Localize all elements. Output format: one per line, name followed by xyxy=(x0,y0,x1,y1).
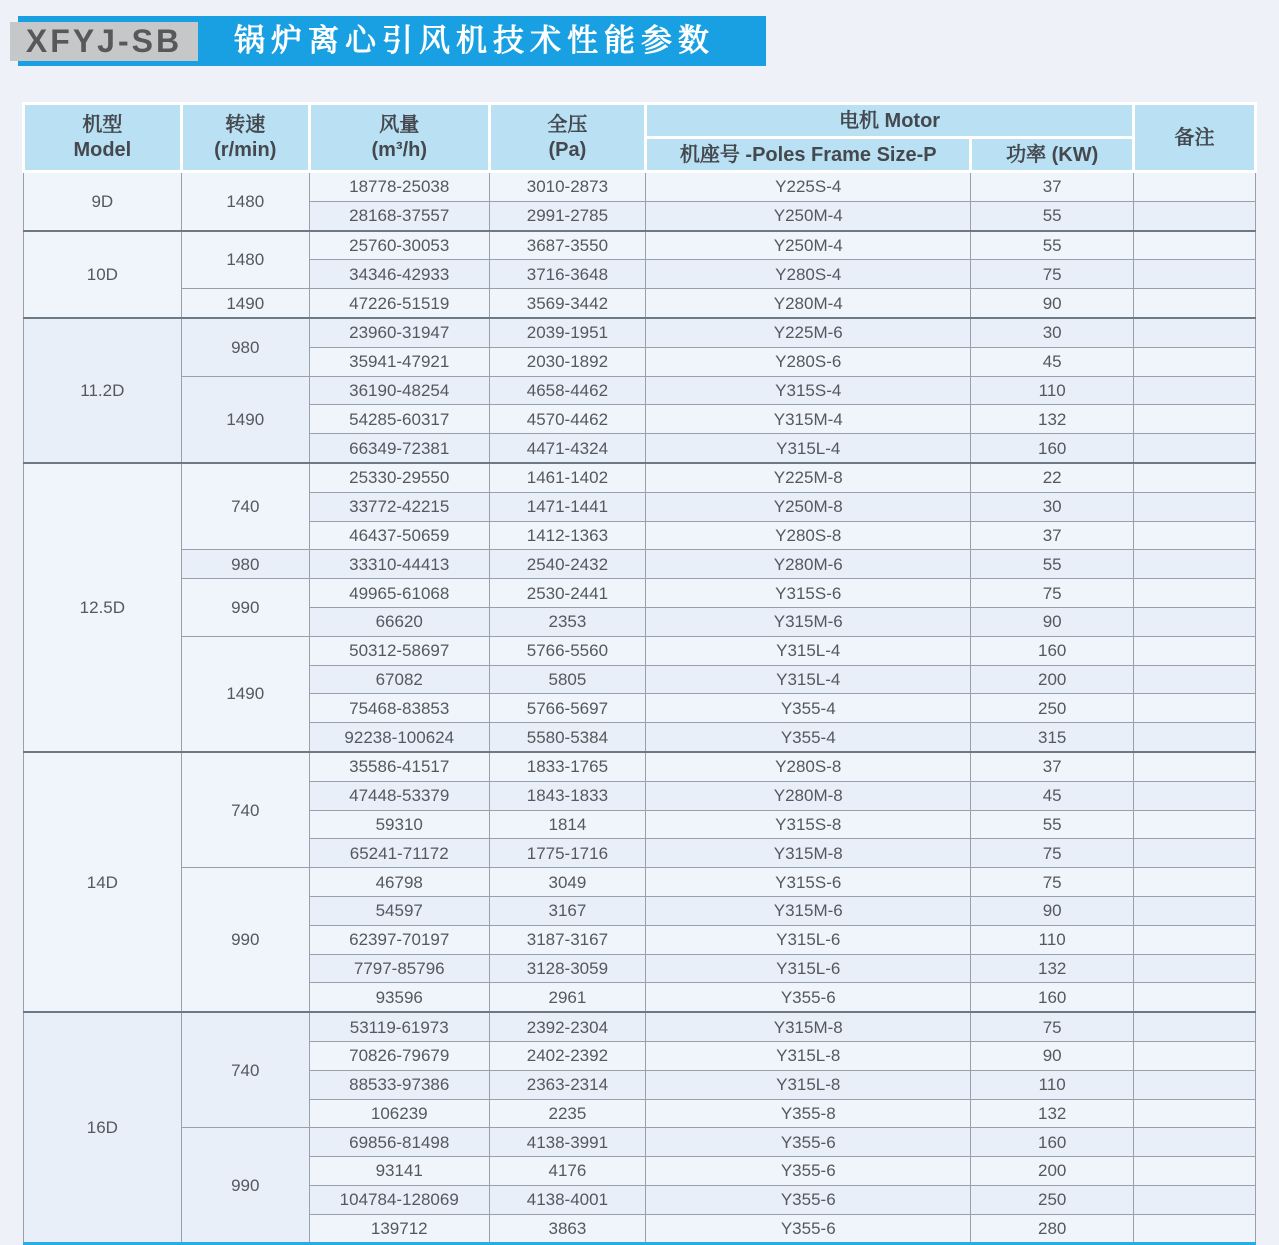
cell-airflow: 65241-71172 xyxy=(309,839,489,868)
cell-remark xyxy=(1133,839,1255,868)
cell-frame-size: Y280M-6 xyxy=(646,550,971,579)
cell-frame-size: Y250M-4 xyxy=(646,201,971,230)
spec-table-header xyxy=(24,104,1256,172)
cell-pressure: 3187-3167 xyxy=(489,925,645,954)
cell-speed: 740 xyxy=(181,463,309,550)
cell-airflow: 47226-51519 xyxy=(309,289,489,318)
cell-power: 55 xyxy=(971,810,1134,839)
table-row xyxy=(24,636,1256,665)
cell-frame-size: Y355-4 xyxy=(646,694,971,723)
cell-pressure: 1843-1833 xyxy=(489,781,645,810)
cell-remark xyxy=(1133,1099,1255,1128)
cell-remark xyxy=(1133,1041,1255,1070)
cell-airflow: 54597 xyxy=(309,896,489,925)
cell-pressure: 4570-4462 xyxy=(489,405,645,434)
cell-pressure: 2235 xyxy=(489,1099,645,1128)
cell-remark xyxy=(1133,1012,1255,1041)
spec-table xyxy=(22,102,1257,1245)
cell-power: 90 xyxy=(971,896,1134,925)
cell-pressure: 2530-2441 xyxy=(489,579,645,608)
cell-model: 9D xyxy=(24,172,182,231)
cell-power: 75 xyxy=(971,839,1134,868)
cell-power: 160 xyxy=(971,434,1134,463)
cell-frame-size: Y315L-4 xyxy=(646,434,971,463)
cell-airflow: 69856-81498 xyxy=(309,1128,489,1157)
cell-airflow: 33772-42215 xyxy=(309,492,489,521)
cell-airflow: 92238-100624 xyxy=(309,723,489,752)
cell-airflow: 106239 xyxy=(309,1099,489,1128)
cell-remark xyxy=(1133,607,1255,636)
cell-airflow: 34346-42933 xyxy=(309,260,489,289)
cell-remark xyxy=(1133,983,1255,1012)
header-motor: 电机 Motor xyxy=(646,104,1134,138)
cell-pressure: 1461-1402 xyxy=(489,463,645,492)
cell-power: 280 xyxy=(971,1214,1134,1244)
cell-frame-size: Y355-6 xyxy=(646,983,971,1012)
cell-remark xyxy=(1133,723,1255,752)
cell-pressure: 4176 xyxy=(489,1157,645,1186)
cell-pressure: 1471-1441 xyxy=(489,492,645,521)
cell-airflow: 59310 xyxy=(309,810,489,839)
cell-remark xyxy=(1133,925,1255,954)
cell-power: 75 xyxy=(971,260,1134,289)
cell-airflow: 53119-61973 xyxy=(309,1012,489,1041)
cell-airflow: 35941-47921 xyxy=(309,347,489,376)
cell-remark xyxy=(1133,868,1255,897)
cell-frame-size: Y315L-6 xyxy=(646,954,971,983)
cell-remark xyxy=(1133,434,1255,463)
cell-speed: 990 xyxy=(181,868,309,1012)
cell-frame-size: Y225M-8 xyxy=(646,463,971,492)
cell-airflow: 62397-70197 xyxy=(309,925,489,954)
cell-airflow: 28168-37557 xyxy=(309,201,489,230)
cell-remark xyxy=(1133,1214,1255,1244)
spec-table-body xyxy=(24,172,1256,1244)
header-airflow-unit: (m³/h) xyxy=(371,138,428,161)
cell-power: 90 xyxy=(971,289,1134,318)
cell-frame-size: Y315L-4 xyxy=(646,636,971,665)
cell-power: 55 xyxy=(971,201,1134,230)
cell-frame-size: Y280M-4 xyxy=(646,289,971,318)
cell-remark xyxy=(1133,810,1255,839)
header-model xyxy=(24,104,182,172)
header-model-en: Model xyxy=(73,138,132,161)
cell-frame-size: Y355-6 xyxy=(646,1185,971,1214)
page-title-bar xyxy=(0,16,1279,66)
cell-frame-size: Y250M-8 xyxy=(646,492,971,521)
cell-pressure: 4658-4462 xyxy=(489,376,645,405)
cell-pressure: 3167 xyxy=(489,896,645,925)
header-speed-zh: 转速 xyxy=(225,113,266,136)
cell-remark xyxy=(1133,1157,1255,1186)
cell-model: 10D xyxy=(24,231,182,318)
table-row xyxy=(24,1128,1256,1157)
header-model-zh: 机型 xyxy=(82,113,123,136)
cell-power: 110 xyxy=(971,925,1134,954)
table-row xyxy=(24,318,1256,347)
cell-power: 55 xyxy=(971,550,1134,579)
cell-remark xyxy=(1133,1128,1255,1157)
model-series-badge: XFYJ-SB xyxy=(10,22,198,61)
cell-frame-size: Y280M-8 xyxy=(646,781,971,810)
cell-pressure: 2030-1892 xyxy=(489,347,645,376)
page-title: 锅炉离心引风机技术性能参数 xyxy=(234,23,715,58)
cell-airflow: 139712 xyxy=(309,1214,489,1244)
cell-remark xyxy=(1133,463,1255,492)
cell-pressure: 3128-3059 xyxy=(489,954,645,983)
cell-frame-size: Y250M-4 xyxy=(646,231,971,260)
cell-speed: 1490 xyxy=(181,289,309,318)
cell-frame-size: Y315L-8 xyxy=(646,1041,971,1070)
header-pressure xyxy=(489,104,645,172)
table-row xyxy=(24,550,1256,579)
cell-frame-size: Y315M-6 xyxy=(646,896,971,925)
cell-airflow: 35586-41517 xyxy=(309,752,489,781)
cell-power: 45 xyxy=(971,781,1134,810)
cell-remark xyxy=(1133,896,1255,925)
cell-frame-size: Y355-8 xyxy=(646,1099,971,1128)
cell-pressure: 3010-2873 xyxy=(489,172,645,202)
header-airflow xyxy=(309,104,489,172)
cell-remark xyxy=(1133,231,1255,260)
cell-pressure: 3687-3550 xyxy=(489,231,645,260)
table-row xyxy=(24,463,1256,492)
cell-remark xyxy=(1133,1070,1255,1099)
header-remark: 备注 xyxy=(1133,104,1255,172)
cell-pressure: 4138-3991 xyxy=(489,1128,645,1157)
cell-power: 160 xyxy=(971,1128,1134,1157)
cell-remark xyxy=(1133,1185,1255,1214)
cell-pressure: 2353 xyxy=(489,607,645,636)
cell-frame-size: Y315S-6 xyxy=(646,579,971,608)
cell-airflow: 66620 xyxy=(309,607,489,636)
header-pressure-zh: 全压 xyxy=(547,113,588,136)
cell-airflow: 70826-79679 xyxy=(309,1041,489,1070)
table-row xyxy=(24,1012,1256,1041)
cell-power: 90 xyxy=(971,607,1134,636)
cell-frame-size: Y355-6 xyxy=(646,1157,971,1186)
cell-speed: 1490 xyxy=(181,636,309,752)
cell-model: 11.2D xyxy=(24,318,182,463)
cell-power: 22 xyxy=(971,463,1134,492)
cell-speed: 990 xyxy=(181,579,309,637)
cell-power: 30 xyxy=(971,318,1134,347)
cell-speed: 1490 xyxy=(181,376,309,463)
cell-airflow: 46798 xyxy=(309,868,489,897)
cell-power: 200 xyxy=(971,665,1134,694)
cell-power: 200 xyxy=(971,1157,1134,1186)
cell-power: 37 xyxy=(971,521,1134,550)
cell-airflow: 47448-53379 xyxy=(309,781,489,810)
cell-pressure: 2961 xyxy=(489,983,645,1012)
cell-power: 75 xyxy=(971,868,1134,897)
cell-airflow: 54285-60317 xyxy=(309,405,489,434)
cell-remark xyxy=(1133,172,1255,202)
cell-frame-size: Y355-6 xyxy=(646,1214,971,1244)
cell-pressure: 5766-5697 xyxy=(489,694,645,723)
cell-frame-size: Y280S-6 xyxy=(646,347,971,376)
cell-frame-size: Y280S-8 xyxy=(646,521,971,550)
cell-pressure: 1412-1363 xyxy=(489,521,645,550)
cell-pressure: 2363-2314 xyxy=(489,1070,645,1099)
cell-speed: 1480 xyxy=(181,231,309,289)
cell-airflow: 46437-50659 xyxy=(309,521,489,550)
cell-model: 16D xyxy=(24,1012,182,1244)
table-row xyxy=(24,579,1256,608)
cell-airflow: 33310-44413 xyxy=(309,550,489,579)
cell-frame-size: Y280S-8 xyxy=(646,752,971,781)
cell-power: 132 xyxy=(971,405,1134,434)
cell-power: 132 xyxy=(971,1099,1134,1128)
cell-airflow: 75468-83853 xyxy=(309,694,489,723)
cell-airflow: 50312-58697 xyxy=(309,636,489,665)
cell-remark xyxy=(1133,492,1255,521)
cell-power: 132 xyxy=(971,954,1134,983)
table-row xyxy=(24,172,1256,202)
cell-pressure: 1814 xyxy=(489,810,645,839)
cell-remark xyxy=(1133,289,1255,318)
cell-remark xyxy=(1133,318,1255,347)
cell-airflow: 18778-25038 xyxy=(309,172,489,202)
cell-power: 250 xyxy=(971,1185,1134,1214)
cell-power: 30 xyxy=(971,492,1134,521)
cell-frame-size: Y315L-4 xyxy=(646,665,971,694)
cell-airflow: 7797-85796 xyxy=(309,954,489,983)
cell-frame-size: Y315S-4 xyxy=(646,376,971,405)
cell-remark xyxy=(1133,376,1255,405)
cell-power: 250 xyxy=(971,694,1134,723)
header-power: 功率 (KW) xyxy=(971,138,1134,172)
cell-pressure: 5805 xyxy=(489,665,645,694)
cell-power: 315 xyxy=(971,723,1134,752)
cell-speed: 980 xyxy=(181,550,309,579)
cell-remark xyxy=(1133,201,1255,230)
cell-airflow: 104784-128069 xyxy=(309,1185,489,1214)
cell-frame-size: Y225S-4 xyxy=(646,172,971,202)
cell-pressure: 3049 xyxy=(489,868,645,897)
cell-airflow: 88533-97386 xyxy=(309,1070,489,1099)
cell-model: 14D xyxy=(24,752,182,1012)
cell-speed: 990 xyxy=(181,1128,309,1244)
cell-power: 55 xyxy=(971,231,1134,260)
cell-pressure: 4471-4324 xyxy=(489,434,645,463)
cell-power: 110 xyxy=(971,376,1134,405)
header-airflow-zh: 风量 xyxy=(379,113,420,136)
cell-frame-size: Y315M-8 xyxy=(646,1012,971,1041)
cell-remark xyxy=(1133,954,1255,983)
table-row xyxy=(24,752,1256,781)
cell-power: 160 xyxy=(971,636,1134,665)
cell-airflow: 49965-61068 xyxy=(309,579,489,608)
cell-power: 110 xyxy=(971,1070,1134,1099)
cell-power: 75 xyxy=(971,1012,1134,1041)
header-frame-size: 机座号 -Poles Frame Size-P xyxy=(646,138,971,172)
cell-frame-size: Y315M-8 xyxy=(646,839,971,868)
cell-remark xyxy=(1133,636,1255,665)
cell-remark xyxy=(1133,579,1255,608)
cell-power: 37 xyxy=(971,752,1134,781)
cell-speed: 1480 xyxy=(181,172,309,231)
cell-pressure: 2540-2432 xyxy=(489,550,645,579)
cell-pressure: 2039-1951 xyxy=(489,318,645,347)
cell-airflow: 23960-31947 xyxy=(309,318,489,347)
cell-remark xyxy=(1133,694,1255,723)
cell-power: 90 xyxy=(971,1041,1134,1070)
cell-airflow: 67082 xyxy=(309,665,489,694)
cell-airflow: 25330-29550 xyxy=(309,463,489,492)
cell-remark xyxy=(1133,665,1255,694)
cell-speed: 740 xyxy=(181,1012,309,1128)
cell-frame-size: Y315S-6 xyxy=(646,868,971,897)
cell-pressure: 5580-5384 xyxy=(489,723,645,752)
cell-airflow: 93596 xyxy=(309,983,489,1012)
table-row xyxy=(24,289,1256,318)
header-speed xyxy=(181,104,309,172)
cell-frame-size: Y315M-4 xyxy=(646,405,971,434)
table-row xyxy=(24,376,1256,405)
cell-pressure: 2392-2304 xyxy=(489,1012,645,1041)
cell-frame-size: Y315S-8 xyxy=(646,810,971,839)
cell-pressure: 2402-2392 xyxy=(489,1041,645,1070)
cell-pressure: 1833-1765 xyxy=(489,752,645,781)
cell-remark xyxy=(1133,781,1255,810)
cell-speed: 980 xyxy=(181,318,309,376)
cell-airflow: 66349-72381 xyxy=(309,434,489,463)
cell-frame-size: Y315L-6 xyxy=(646,925,971,954)
cell-speed: 740 xyxy=(181,752,309,868)
cell-frame-size: Y355-6 xyxy=(646,1128,971,1157)
cell-pressure: 1775-1716 xyxy=(489,839,645,868)
cell-pressure: 3716-3648 xyxy=(489,260,645,289)
cell-airflow: 93141 xyxy=(309,1157,489,1186)
cell-remark xyxy=(1133,752,1255,781)
cell-remark xyxy=(1133,521,1255,550)
cell-frame-size: Y225M-6 xyxy=(646,318,971,347)
header-speed-unit: (r/min) xyxy=(214,138,277,161)
cell-remark xyxy=(1133,347,1255,376)
cell-pressure: 5766-5560 xyxy=(489,636,645,665)
cell-model: 12.5D xyxy=(24,463,182,752)
cell-pressure: 3863 xyxy=(489,1214,645,1244)
cell-frame-size: Y355-4 xyxy=(646,723,971,752)
cell-power: 75 xyxy=(971,579,1134,608)
table-row xyxy=(24,231,1256,260)
cell-remark xyxy=(1133,260,1255,289)
table-row xyxy=(24,868,1256,897)
cell-frame-size: Y315M-6 xyxy=(646,607,971,636)
cell-remark xyxy=(1133,405,1255,434)
cell-pressure: 3569-3442 xyxy=(489,289,645,318)
cell-airflow: 25760-30053 xyxy=(309,231,489,260)
header-pressure-unit: (Pa) xyxy=(548,138,587,161)
cell-pressure: 4138-4001 xyxy=(489,1185,645,1214)
cell-power: 160 xyxy=(971,983,1134,1012)
cell-airflow: 36190-48254 xyxy=(309,376,489,405)
cell-frame-size: Y315L-8 xyxy=(646,1070,971,1099)
cell-pressure: 2991-2785 xyxy=(489,201,645,230)
cell-remark xyxy=(1133,550,1255,579)
cell-frame-size: Y280S-4 xyxy=(646,260,971,289)
cell-power: 37 xyxy=(971,172,1134,202)
cell-power: 45 xyxy=(971,347,1134,376)
header-row-1 xyxy=(24,104,1256,138)
